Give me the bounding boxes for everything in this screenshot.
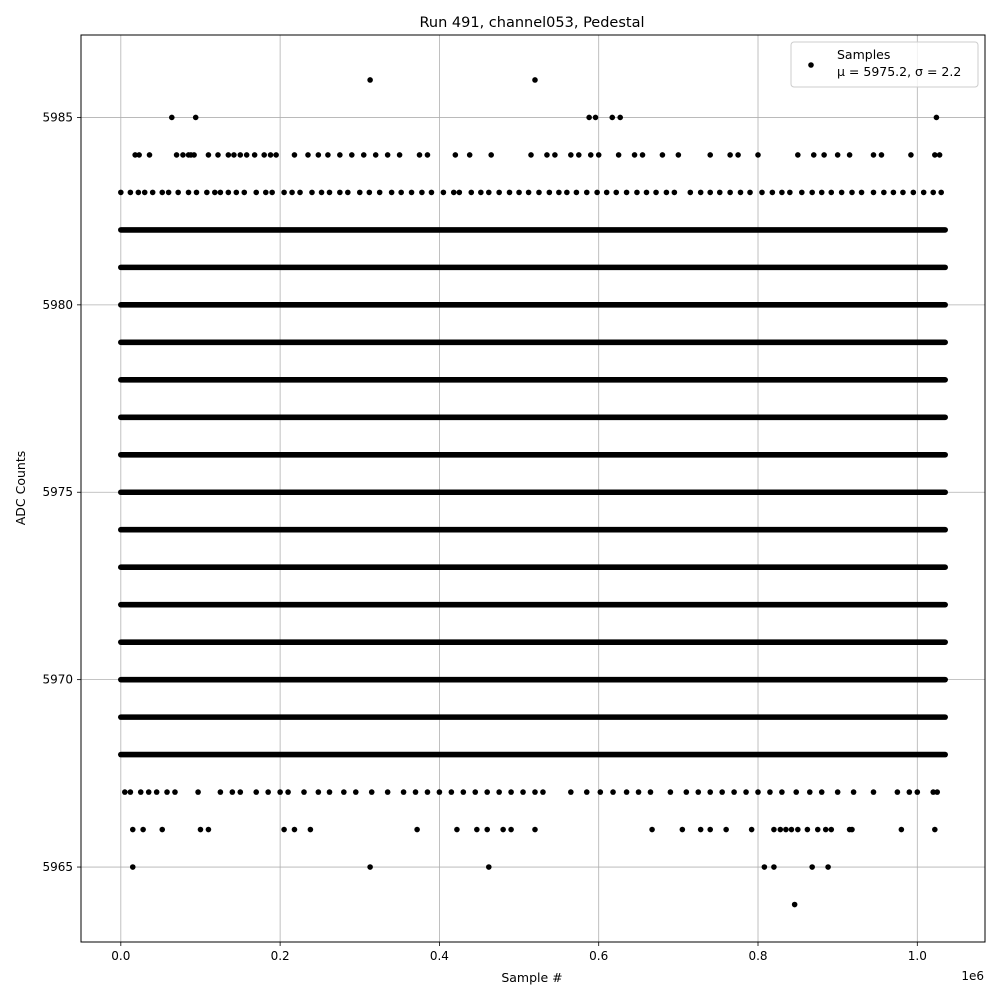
sample-point xyxy=(277,789,283,795)
sample-point xyxy=(807,789,813,795)
sample-point xyxy=(474,827,480,833)
sample-point xyxy=(195,789,201,795)
sample-point xyxy=(234,190,240,196)
sample-point xyxy=(409,190,415,196)
sample-point xyxy=(825,864,831,870)
sample-point xyxy=(263,190,269,196)
plot-frame xyxy=(81,35,985,942)
sample-point xyxy=(835,152,841,158)
sample-point xyxy=(793,789,799,795)
sample-point xyxy=(593,115,599,121)
sample-point xyxy=(292,827,298,833)
sample-point xyxy=(698,190,704,196)
sample-point xyxy=(616,152,622,158)
sample-point xyxy=(172,789,178,795)
x-tick-label: 0.8 xyxy=(748,949,768,963)
sample-point xyxy=(532,827,538,833)
sample-point xyxy=(871,789,877,795)
sample-point xyxy=(154,789,160,795)
sample-point xyxy=(819,190,825,196)
sample-point xyxy=(934,789,940,795)
sample-point xyxy=(783,827,789,833)
sample-point xyxy=(839,190,845,196)
sample-point xyxy=(478,190,484,196)
sample-point xyxy=(193,115,199,121)
sample-point xyxy=(594,190,600,196)
legend xyxy=(791,42,978,87)
sample-point xyxy=(805,827,811,833)
legend-label: Samples xyxy=(837,47,891,62)
sample-point xyxy=(369,789,375,795)
sample-point xyxy=(206,152,212,158)
data-points xyxy=(118,77,945,907)
sample-point xyxy=(588,152,594,158)
sample-point xyxy=(253,789,259,795)
sample-point xyxy=(695,789,701,795)
sample-point xyxy=(792,902,798,908)
sample-point xyxy=(377,190,383,196)
sample-point xyxy=(337,190,343,196)
sample-point xyxy=(425,152,431,158)
sample-point xyxy=(617,115,623,121)
sample-point xyxy=(586,115,592,121)
sample-point xyxy=(218,190,224,196)
sample-point xyxy=(468,190,474,196)
sample-point xyxy=(613,190,619,196)
sample-point xyxy=(727,190,733,196)
sample-point xyxy=(130,864,136,870)
sample-point xyxy=(536,190,542,196)
y-tick-label: 5980 xyxy=(42,297,73,312)
sample-point xyxy=(484,827,490,833)
sample-point xyxy=(212,190,218,196)
legend-marker xyxy=(808,62,814,68)
legend-stats: μ = 5975.2, σ = 2.2 xyxy=(837,64,962,79)
sample-point xyxy=(226,190,232,196)
sample-point xyxy=(147,152,153,158)
sample-point xyxy=(437,789,443,795)
y-tick-label: 5970 xyxy=(42,672,73,687)
sample-point xyxy=(723,827,729,833)
sample-point xyxy=(719,789,725,795)
sample-point xyxy=(528,152,534,158)
sample-point xyxy=(265,789,271,795)
sample-point xyxy=(414,827,420,833)
sample-point xyxy=(547,190,553,196)
sample-point xyxy=(632,152,638,158)
sample-point xyxy=(668,789,674,795)
sample-point xyxy=(337,152,343,158)
sample-point xyxy=(847,152,853,158)
sample-point xyxy=(136,152,142,158)
sample-point xyxy=(488,152,494,158)
sample-point xyxy=(215,152,221,158)
sample-point xyxy=(526,190,532,196)
sample-point xyxy=(900,190,906,196)
sample-point xyxy=(472,789,478,795)
sample-point xyxy=(345,190,351,196)
sample-point xyxy=(556,190,562,196)
sample-point xyxy=(676,152,682,158)
sample-point xyxy=(453,152,459,158)
sample-point xyxy=(122,789,128,795)
sample-point xyxy=(496,789,502,795)
sample-point xyxy=(881,190,887,196)
sample-point xyxy=(934,115,940,121)
sample-point xyxy=(367,864,373,870)
sample-point xyxy=(596,152,602,158)
sample-point xyxy=(309,190,315,196)
x-offset-text: 1e6 xyxy=(961,969,984,983)
y-tick-label: 5985 xyxy=(42,110,73,125)
sample-point xyxy=(500,827,506,833)
sample-point xyxy=(413,789,419,795)
sample-point xyxy=(907,789,913,795)
y-tick-label: 5965 xyxy=(42,860,73,875)
sample-point xyxy=(828,190,834,196)
sample-point xyxy=(305,152,311,158)
sample-point xyxy=(241,190,247,196)
sample-point xyxy=(899,827,905,833)
sample-point xyxy=(508,789,514,795)
sample-point xyxy=(755,789,761,795)
sample-point xyxy=(136,190,142,196)
sample-point xyxy=(684,789,690,795)
sample-point xyxy=(649,827,655,833)
sample-point xyxy=(544,152,550,158)
sample-point xyxy=(401,789,407,795)
sample-point xyxy=(707,152,713,158)
sample-point xyxy=(146,789,152,795)
sample-point xyxy=(385,789,391,795)
sample-point xyxy=(441,190,447,196)
sample-point xyxy=(140,827,146,833)
sample-point xyxy=(653,190,659,196)
sample-point xyxy=(398,190,404,196)
sample-point xyxy=(743,789,749,795)
sample-point xyxy=(821,152,827,158)
sample-point xyxy=(417,152,423,158)
sample-point xyxy=(688,190,694,196)
sample-point xyxy=(770,190,776,196)
sample-point xyxy=(457,190,463,196)
sample-point xyxy=(576,152,582,158)
sample-point xyxy=(128,789,134,795)
sample-point xyxy=(584,190,590,196)
sample-point xyxy=(281,190,287,196)
sample-point xyxy=(269,190,275,196)
sample-point xyxy=(849,190,855,196)
sample-point xyxy=(118,190,124,196)
sample-point xyxy=(795,827,801,833)
sample-point xyxy=(261,152,267,158)
sample-point xyxy=(564,190,570,196)
sample-point xyxy=(419,190,425,196)
sample-point xyxy=(828,827,834,833)
sample-point xyxy=(252,152,258,158)
sample-point xyxy=(778,827,784,833)
sample-point xyxy=(230,789,236,795)
sample-point xyxy=(341,789,347,795)
sample-point xyxy=(610,789,616,795)
sample-point xyxy=(237,789,243,795)
sample-point xyxy=(871,152,877,158)
sample-point xyxy=(787,190,793,196)
sample-point xyxy=(367,77,373,83)
sample-point xyxy=(316,789,322,795)
chart-title: Run 491, channel053, Pedestal xyxy=(419,15,645,31)
sample-point xyxy=(349,152,355,158)
sample-point xyxy=(779,190,785,196)
sample-point xyxy=(175,190,181,196)
sample-point xyxy=(835,789,841,795)
sample-point xyxy=(496,190,502,196)
sample-point xyxy=(164,789,170,795)
sample-point xyxy=(871,190,877,196)
sample-point xyxy=(574,190,580,196)
sample-point xyxy=(191,152,197,158)
x-tick-label: 0.0 xyxy=(111,949,131,963)
sample-point xyxy=(568,152,574,158)
sample-point xyxy=(921,190,927,196)
sample-point xyxy=(237,152,243,158)
sample-point xyxy=(908,152,914,158)
sample-point xyxy=(914,789,920,795)
sample-point xyxy=(297,190,303,196)
sample-point xyxy=(698,827,704,833)
sample-point xyxy=(811,152,817,158)
sample-point xyxy=(859,190,865,196)
sample-point xyxy=(486,864,492,870)
axis-ticks xyxy=(42,110,926,963)
sample-point xyxy=(289,190,295,196)
sample-point xyxy=(938,190,944,196)
sample-point xyxy=(467,152,473,158)
sample-point xyxy=(373,152,379,158)
sample-point xyxy=(532,77,538,83)
sample-point xyxy=(316,152,322,158)
sample-point xyxy=(636,789,642,795)
sample-point xyxy=(357,190,363,196)
sample-point xyxy=(891,190,897,196)
sample-point xyxy=(644,190,650,196)
sample-point xyxy=(507,190,513,196)
sample-point xyxy=(532,789,538,795)
sample-point xyxy=(707,827,713,833)
sample-point xyxy=(849,827,855,833)
sample-point xyxy=(361,152,367,158)
sample-point xyxy=(789,827,795,833)
sample-point xyxy=(809,864,815,870)
sample-point xyxy=(325,152,331,158)
sample-point xyxy=(823,827,829,833)
sample-point xyxy=(815,827,821,833)
sample-point xyxy=(301,789,307,795)
sample-point xyxy=(819,789,825,795)
sample-point xyxy=(520,789,526,795)
y-axis-label: ADC Counts xyxy=(13,450,28,526)
sample-point xyxy=(308,827,314,833)
sample-point xyxy=(204,190,210,196)
sample-point xyxy=(273,152,279,158)
sample-point xyxy=(327,190,333,196)
sample-point xyxy=(672,190,678,196)
sample-point xyxy=(759,190,765,196)
x-tick-label: 0.2 xyxy=(270,949,290,963)
sample-point xyxy=(937,152,943,158)
sample-point xyxy=(738,190,744,196)
x-tick-label: 0.4 xyxy=(429,949,449,963)
sample-point xyxy=(932,152,938,158)
sample-point xyxy=(516,190,522,196)
sample-point xyxy=(540,789,546,795)
sample-point xyxy=(809,190,815,196)
sample-point xyxy=(253,190,259,196)
sample-point xyxy=(660,152,666,158)
sample-point xyxy=(150,190,156,196)
sample-point xyxy=(767,789,773,795)
sample-point xyxy=(454,827,460,833)
sample-point xyxy=(648,789,654,795)
sample-point xyxy=(508,827,514,833)
sample-point xyxy=(180,152,186,158)
sample-point xyxy=(159,827,165,833)
sample-point xyxy=(584,789,590,795)
sample-point xyxy=(664,190,670,196)
sample-point xyxy=(747,190,753,196)
sample-point xyxy=(762,864,768,870)
x-tick-label: 1.0 xyxy=(907,949,927,963)
sample-point xyxy=(174,152,180,158)
sample-point xyxy=(930,190,936,196)
sample-point xyxy=(159,190,165,196)
sample-point xyxy=(327,789,333,795)
sample-point xyxy=(799,190,805,196)
sample-point xyxy=(484,789,490,795)
sample-point xyxy=(226,152,232,158)
sample-point xyxy=(755,152,761,158)
sample-point xyxy=(138,789,144,795)
sample-point xyxy=(166,190,172,196)
sample-point xyxy=(449,789,455,795)
sample-point xyxy=(142,190,148,196)
sample-point xyxy=(911,190,917,196)
sample-point xyxy=(795,152,801,158)
sample-point xyxy=(218,789,224,795)
sample-point xyxy=(624,190,630,196)
sample-point xyxy=(130,827,136,833)
sample-point xyxy=(727,152,733,158)
sample-point xyxy=(319,190,325,196)
sample-point xyxy=(198,827,204,833)
sample-point xyxy=(895,789,901,795)
sample-point xyxy=(367,190,373,196)
sample-point xyxy=(735,152,741,158)
sample-point xyxy=(879,152,885,158)
sample-point xyxy=(385,152,391,158)
sample-point xyxy=(292,152,298,158)
sample-point xyxy=(771,827,777,833)
sample-point xyxy=(749,827,755,833)
sample-point xyxy=(206,827,212,833)
sample-point xyxy=(429,190,435,196)
sample-point xyxy=(425,789,431,795)
sample-point xyxy=(451,190,457,196)
sample-point xyxy=(568,789,574,795)
sample-point xyxy=(268,152,274,158)
x-tick-label: 0.6 xyxy=(589,949,609,963)
sample-point xyxy=(640,152,646,158)
sample-point xyxy=(731,789,737,795)
x-axis-label: Sample # xyxy=(501,970,563,985)
sample-point xyxy=(598,789,604,795)
sample-point xyxy=(717,190,723,196)
sample-point xyxy=(169,115,175,121)
sample-point xyxy=(624,789,630,795)
sample-point xyxy=(552,152,558,158)
sample-point xyxy=(186,190,192,196)
grid xyxy=(81,35,985,942)
sample-point xyxy=(389,190,395,196)
sample-point xyxy=(932,827,938,833)
sample-point xyxy=(771,864,777,870)
sample-point xyxy=(461,789,467,795)
sample-point xyxy=(779,789,785,795)
sample-point xyxy=(851,789,857,795)
sample-point xyxy=(680,827,686,833)
sample-point xyxy=(397,152,403,158)
sample-point xyxy=(353,789,359,795)
sample-point xyxy=(128,190,134,196)
sample-point xyxy=(281,827,287,833)
sample-point xyxy=(604,190,610,196)
sample-point xyxy=(634,190,640,196)
sample-point xyxy=(707,190,713,196)
sample-point xyxy=(194,190,200,196)
sample-point xyxy=(609,115,615,121)
y-tick-label: 5975 xyxy=(42,485,73,500)
sample-point xyxy=(231,152,237,158)
sample-point xyxy=(285,789,291,795)
sample-point xyxy=(244,152,250,158)
sample-point xyxy=(707,789,713,795)
sample-point xyxy=(486,190,492,196)
